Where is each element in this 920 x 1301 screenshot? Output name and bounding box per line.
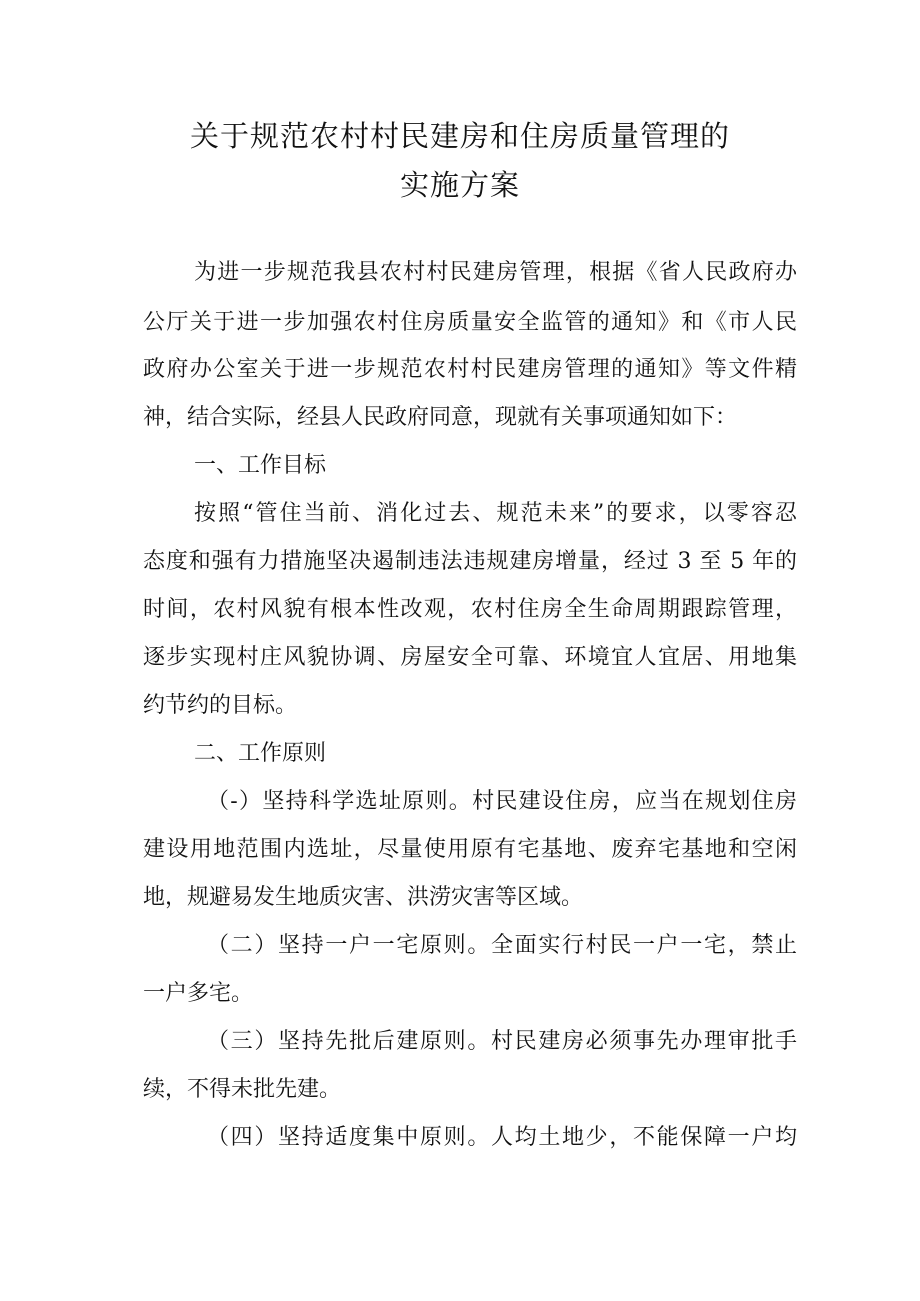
paragraph-line: （四）坚持适度集中原则。人均土地少，不能保障一户均 [207,1125,797,1150]
paragraph-line: 态度和强有力措施坚决遏制违法违规建房增量，经过 3 至 5 年的 [143,549,797,574]
paragraph-line: 为进一步规范我县农村村民建房管理，根据《省人民政府办 [194,260,797,285]
section-heading-principles: 二、工作原则 [194,741,327,766]
paragraph-line: 公厅关于进一步加强农村住房质量安全监管的通知》和《市人民 [143,310,797,335]
paragraph-line: 续，不得未批先建。 [143,1077,342,1102]
paragraph-line: 按照“管住当前、消化过去、规范未来”的要求，以零容忍 [194,501,797,526]
paragraph-line: （三）坚持先批后建原则。村民建房必须事先办理审批手 [207,1029,797,1054]
document-title-line-2: 实施方案 [399,168,520,202]
paragraph-line: 建设用地范围内选址，尽量使用原有宅基地、废弃宅基地和空闲 [143,837,797,862]
paragraph-line: （二）坚持一户一宅原则。全面实行村民一户一宅，禁止 [207,933,797,958]
paragraph-line: 政府办公室关于进一步规范农村村民建房管理的通知》等文件精 [143,357,797,382]
paragraph-line: 时间，农村风貌有根本性改观，农村住房全生命周期跟踪管理， [143,597,797,622]
paragraph-line: 逐步实现村庄风貌协调、房屋安全可靠、环境宜人宜居、用地集 [143,645,797,670]
paragraph-line: 约节约的目标。 [143,693,298,718]
paragraph-line: 神，结合实际，经县人民政府同意，现就有关事项通知如下： [143,405,738,430]
paragraph-line: 地，规避易发生地质灾害、洪涝灾害等区域。 [143,885,584,910]
paragraph-line: （-）坚持科学选址原则。村民建设住房，应当在规划住房 [207,789,797,814]
paragraph-line: 一户多宅。 [143,981,254,1006]
section-heading-goals: 一、工作目标 [194,453,327,478]
document-title-line-1: 关于规范农村村民建房和住房质量管理的 [189,119,730,153]
